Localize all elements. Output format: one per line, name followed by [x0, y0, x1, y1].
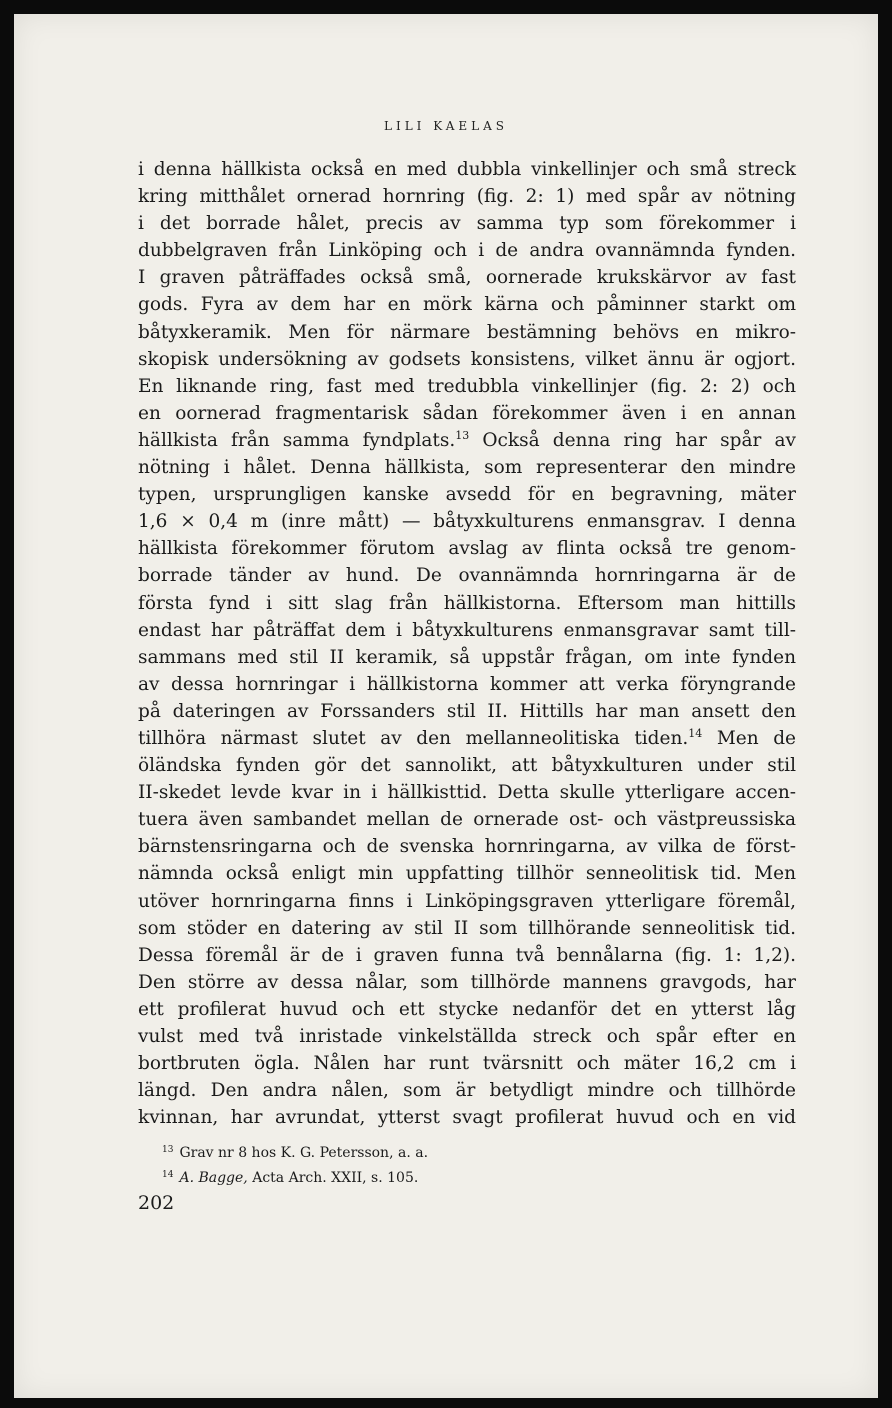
footnote-author: A. Bagge, [179, 1170, 248, 1186]
text-line: nämnda också enligt min uppfatting tillhör senneolitisk tid. Men [138, 863, 796, 885]
text-line: kring mitthålet ornerad hornring (fig. 2: 1) med spår av nötning [138, 186, 796, 208]
text-line: borrade tänder av hund. De ovannämnda hornringarna är de [138, 565, 796, 587]
text-line: längd. Den andra nålen, som är betydligt mindre och tillhörde [138, 1080, 796, 1102]
text-line: II-skedet levde kvar in i hällkisttid. Detta skulle ytterligare accen- [138, 782, 796, 804]
text-line: en oornerad fragmentarisk sådan förekommer även i en annan [138, 402, 796, 424]
text-line: I graven påträffades också små, oornerade krukskärvor av fast [138, 267, 796, 289]
text-line: av dessa hornringar i hällkistorna kommer att verka föryngrande [138, 673, 796, 695]
text-line: i det borrade hålet, precis av samma typ som förekommer i [138, 213, 796, 235]
footnotes [162, 1139, 762, 1189]
footnote-ref-13: 13 [455, 428, 470, 442]
text-line: bärnstensringarna och de svenska hornringarna, av vilka de först- [138, 836, 796, 858]
text-line: ett profilerat huvud och ett stycke nedanför det en ytterst låg [138, 998, 796, 1020]
text-line: dubbelgraven från Linköping och i de andra ovannämnda fynden. [138, 240, 796, 262]
text-line: 1,6 × 0,4 m (inre mått) — båtyxkulturens enmansgrav. I denna [138, 511, 796, 533]
text-line: Dessa föremål är de i graven funna två bennålarna (fig. 1: 1,2). [138, 944, 796, 966]
text-line-with-footnote-ref [138, 725, 796, 752]
text-line: vulst med två inristade vinkelställda streck och spår efter en [138, 1026, 796, 1047]
footnote-mark: 13 [162, 1145, 174, 1155]
footnote-text: Grav nr 8 hos K. G. Petersson, a. a. [179, 1145, 429, 1161]
footnote-ref-14: 14 [688, 726, 703, 740]
body-text [138, 156, 796, 1131]
text-segment: tillhöra närmast slutet av den mellanneolitiska tiden. [138, 727, 689, 749]
text-line: endast har påträffat dem i båtyxkulturens enmansgravar samt till- [138, 619, 796, 641]
text-line: på dateringen av Forssanders stil II. Hittills har man ansett den [138, 700, 796, 722]
text-line: skopisk undersökning av godsets konsistens, vilket ännu är ogjort. [138, 348, 796, 370]
text-line: En liknande ring, fast med tredubbla vinkellinjer (fig. 2: 2) och [138, 375, 796, 397]
footnote-14 [162, 1164, 762, 1189]
text-segment: Också denna ring har spår av [469, 429, 796, 451]
footnote-mark: 14 [162, 1170, 174, 1180]
text-line-with-footnote-ref [138, 427, 796, 454]
text-line: i denna hällkista också en med dubbla vinkellinjer och små streck [138, 159, 796, 180]
footnote-text: Acta Arch. XXII, s. 105. [247, 1170, 419, 1186]
text-line: som stöder en datering av stil II som tillhörande senneolitisk tid. [138, 917, 796, 939]
footnote-13 [162, 1139, 762, 1164]
text-line: båtyxkeramik. Men för närmare bestämning behövs en mikro- [138, 321, 796, 343]
running-head: LILI KAELAS [384, 119, 508, 133]
book-page [14, 14, 878, 1398]
text-line: sammans med stil II keramik, så uppstår frågan, om inte fynden [138, 646, 796, 668]
text-line: första fynd i sitt slag från hällkistorna. Eftersom man hittills [138, 592, 796, 614]
page-number: 202 [138, 1192, 175, 1214]
text-segment: Men de [702, 727, 796, 749]
text-line: kvinnan, har avrundat, ytterst svagt profilerat huvud och en vid [138, 1107, 796, 1129]
text-line: gods. Fyra av dem har en mörk kärna och påminner starkt om [138, 294, 796, 316]
text-line: utöver hornringarna finns i Linköpingsgraven ytterligare föremål, [138, 890, 796, 912]
text-line: nötning i hålet. Denna hällkista, som representerar den mindre [138, 457, 796, 479]
text-line: hällkista förekommer förutom avslag av flinta också tre genom- [138, 538, 796, 560]
text-segment: hällkista från samma fyndplats. [138, 429, 456, 451]
text-line: bortbruten ögla. Nålen har runt tvärsnitt och mäter 16,2 cm i [138, 1053, 796, 1075]
text-line: typen, ursprungligen kanske avsedd för en begravning, mäter [138, 484, 796, 506]
text-line: tuera även sambandet mellan de ornerade ost- och västpreussiska [138, 809, 796, 831]
text-line: öländska fynden gör det sannolikt, att båtyxkulturen under stil [138, 755, 796, 777]
text-line: Den större av dessa nålar, som tillhörde mannens gravgods, har [138, 971, 796, 993]
